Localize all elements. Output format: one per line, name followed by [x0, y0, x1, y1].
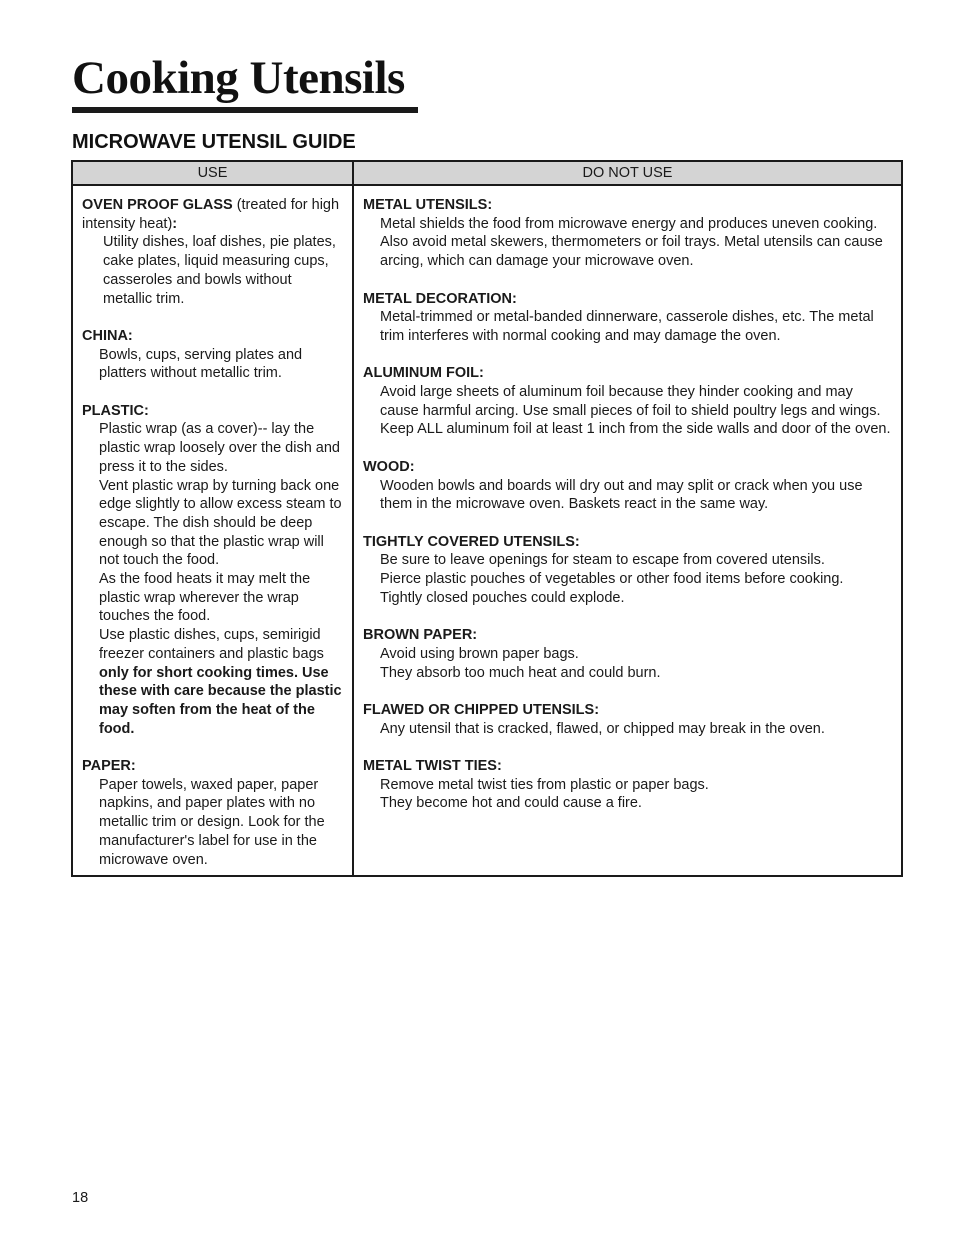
use-entry-colon: :	[172, 215, 178, 232]
use-entry-text-regular: Use plastic dishes, cups, semirigid freezer containers and plastic bags	[99, 627, 324, 662]
do-not-use-column	[353, 185, 902, 876]
do-not-use-entry-title: WOOD:	[363, 458, 415, 475]
use-entry-china	[82, 327, 344, 383]
use-entry-text: Paper towels, waxed paper, paper napkins, and paper plates with no metallic trim or design. Look for the manufacturer's label for use in the microwave oven.	[99, 776, 325, 868]
use-entry-text: Utility dishes, loaf dishes, pie plates, cake plates, liquid measuring cups, casseroles and bowls without metallic trim.	[103, 234, 336, 307]
do-not-use-entry-text: Avoid large sheets of aluminum foil because they hinder cooking and may cause harmful arcing. Use small pieces of foil to shield poultry legs and wings. Keep ALL aluminum foil at least 1 inch from the side walls and door of the oven.	[380, 384, 891, 438]
use-entry-title: PLASTIC:	[82, 402, 149, 419]
utensil-guide-table	[71, 160, 903, 877]
do-not-use-entry-flawed-or-chipped-utensils	[363, 701, 893, 738]
use-column-header: USE	[72, 161, 353, 185]
do-not-use-entry-title: METAL DECORATION:	[363, 290, 517, 307]
do-not-use-entry-title: METAL TWIST TIES:	[363, 757, 502, 774]
do-not-use-entry-title: METAL UTENSILS:	[363, 197, 493, 213]
use-entry-qualifier: (treated for high intensity heat)	[82, 197, 340, 232]
use-column	[72, 185, 353, 876]
page-number: 18	[72, 1190, 89, 1206]
do-not-use-column-header: DO NOT USE	[353, 161, 902, 185]
do-not-use-entry-wood	[363, 458, 893, 514]
do-not-use-entry-title: TIGHTLY COVERED UTENSILS:	[363, 533, 580, 550]
use-entry-paper	[82, 757, 344, 869]
do-not-use-entry-text: Remove metal twist ties from plastic or paper bags.	[380, 776, 709, 793]
use-entry-heading	[82, 196, 344, 233]
do-not-use-entry-text: They absorb too much heat and could burn.	[380, 664, 661, 681]
do-not-use-entry-tightly-covered-utensils	[363, 533, 893, 608]
do-not-use-entry-text: Wooden bowls and boards will dry out and may split or crack when you use them in the microwave oven. Baskets react in the same way.	[380, 477, 863, 513]
use-entry-title: CHINA:	[82, 327, 133, 344]
use-entry-text	[82, 626, 344, 738]
do-not-use-entry-text: Tightly closed pouches could explode.	[380, 589, 625, 606]
do-not-use-entry-metal-decoration	[363, 290, 893, 346]
do-not-use-entry-text: Avoid using brown paper bags.	[380, 645, 579, 662]
do-not-use-entry-text: Be sure to leave openings for steam to escape from covered utensils.	[380, 552, 825, 569]
table-header-row	[72, 161, 902, 185]
do-not-use-entry-metal-utensils	[363, 196, 893, 271]
do-not-use-entry-aluminum-foil	[363, 364, 893, 439]
do-not-use-entry-metal-twist-ties	[363, 757, 893, 813]
use-entry-plastic	[82, 402, 344, 739]
use-entry-title: PAPER:	[82, 758, 136, 775]
do-not-use-entry-text: Pierce plastic pouches of vegetables or other food items before cooking.	[380, 571, 844, 587]
table-row	[72, 185, 902, 876]
do-not-use-entry-text: They become hot and could cause a fire.	[380, 795, 642, 812]
page-title: Cooking Utensils	[72, 52, 405, 104]
use-entry-text: As the food heats it may melt the plastic wrap wherever the wrap touches the food.	[99, 571, 311, 625]
use-entry-text: Bowls, cups, serving plates and platters without metallic trim.	[99, 346, 303, 382]
section-heading: MICROWAVE UTENSIL GUIDE	[72, 131, 356, 153]
do-not-use-entry-text: Metal shields the food from microwave energy and produces uneven cooking. Also avoid metal skewers, thermometers or foil trays. Metal utensils can cause arcing, which can damage your microwave oven.	[380, 215, 883, 270]
do-not-use-entry-title: FLAWED OR CHIPPED UTENSILS:	[363, 701, 600, 718]
do-not-use-entry-text: Metal-trimmed or metal-banded dinnerware, casserole dishes, etc. The metal trim interferes with normal cooking and may damage the oven.	[380, 309, 874, 344]
do-not-use-entry-title: BROWN PAPER:	[363, 627, 478, 644]
use-entry-title: OVEN PROOF GLASS	[82, 197, 233, 213]
use-entry-text-bold: only for short cooking times. Use these with care because the plastic may soften from the heat of the food.	[99, 664, 342, 737]
do-not-use-entry-brown-paper	[363, 626, 893, 682]
use-entry-text: Plastic wrap (as a cover)-- lay the plastic wrap loosely over the dish and press it to the sides.	[99, 421, 340, 475]
use-entry-oven-proof-glass	[82, 196, 344, 308]
title-underline	[72, 107, 418, 113]
do-not-use-entry-text: Any utensil that is cracked, flawed, or chipped may break in the oven.	[380, 720, 825, 737]
do-not-use-entry-title: ALUMINUM FOIL:	[363, 365, 484, 382]
use-entry-text: Vent plastic wrap by turning back one edge slightly to allow excess steam to escape. The dish should be deep enough so that the plastic wrap will not touch the food.	[99, 477, 342, 569]
